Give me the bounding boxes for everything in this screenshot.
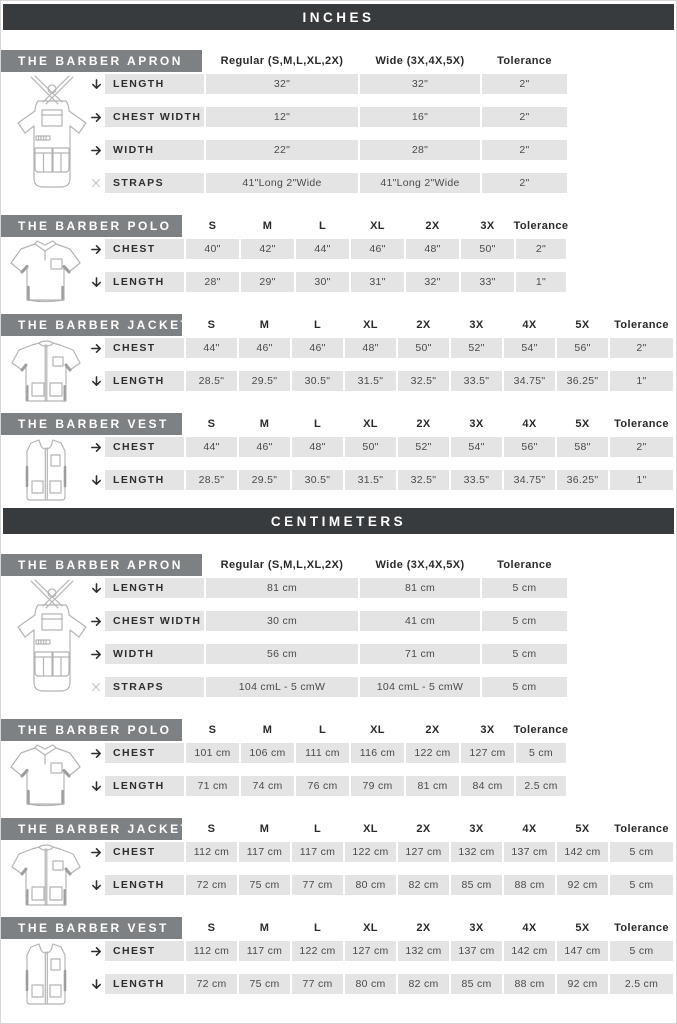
table-row-chest-width [89,107,676,127]
column-header-5x: 5X [575,418,590,430]
column-header-tolerance: Tolerance [497,55,552,67]
cell-value: 101 cm [186,743,239,763]
column-headers [186,719,569,741]
column-header-tolerance: Tolerance [513,220,569,232]
row-label: LENGTH [105,470,184,490]
table-title: THE BARBER JACKET [1,314,182,336]
column-header-2x: 2X [416,823,431,835]
cell-value: 5 cm [482,644,567,664]
cell-value: 122 cm [292,941,343,961]
column-header-l: L [313,823,322,835]
arrow-right-icon [89,941,103,961]
cell-value: 32" [406,272,459,292]
table-header-row [1,917,676,939]
cell-value: 104 cmL - 5 cmW [360,677,480,697]
cell-value: 29.5" [239,371,290,391]
arrow-down-icon [89,470,103,490]
column-header-s: S [207,319,216,331]
cell-value: 28" [186,272,239,292]
row-label: CHEST [105,842,184,862]
cell-value: 56" [557,338,608,358]
cell-value: 50" [345,437,396,457]
cell-value: 77 cm [292,974,343,994]
apron-illustration [9,578,95,696]
column-header-3x: 3X [480,220,495,232]
table-row-length [89,875,676,895]
cell-value: 32" [206,74,358,94]
cell-value: 32.5" [398,371,449,391]
column-header-m: M [262,724,273,736]
column-header-m: M [259,823,270,835]
table-the-barber-polo-inches [1,215,676,292]
table-header-row [1,719,676,741]
arrow-right-icon [89,239,103,259]
table-rows [89,939,676,994]
cell-value: 85 cm [451,974,502,994]
table-header-row [1,314,676,336]
cell-value: 54" [451,437,502,457]
cell-value: 127 cm [461,743,514,763]
table-title: THE BARBER JACKET [1,818,182,840]
cell-value: 5 cm [516,743,566,763]
table-rows [89,741,676,796]
cell-value: 50" [398,338,449,358]
column-header-2x: 2X [416,418,431,430]
arrow-down-icon [89,875,103,895]
cell-value: 81 cm [206,578,358,598]
cell-value: 142 cm [557,842,608,862]
cell-value: 5 cm [610,842,673,862]
column-header-2x: 2X [425,220,440,232]
column-header-l: L [313,319,322,331]
cell-value: 33.5" [451,470,502,490]
cell-value: 30.5" [292,371,343,391]
cell-value: 75 cm [239,974,290,994]
row-label: CHEST [105,239,184,259]
cell-value: 127 cm [345,941,396,961]
table-row-width [89,140,676,160]
column-header-tolerance: Tolerance [614,823,669,835]
cell-value: 122 cm [406,743,459,763]
table-rows [89,72,676,193]
cell-value: 48" [345,338,396,358]
table-header-row [1,50,676,72]
column-header-4x: 4X [522,418,537,430]
table-rows [89,237,676,292]
cell-value: 71 cm [360,644,480,664]
table-row-straps [89,173,676,193]
column-headers [186,917,673,939]
column-header-4x: 4X [522,823,537,835]
column-header-wide-3x-4x-5x-: Wide (3X,4X,5X) [375,559,465,571]
column-header-s: S [207,823,216,835]
column-header-s: S [207,922,216,934]
cell-value: 28.5" [186,371,237,391]
cell-value: 132 cm [451,842,502,862]
row-label: STRAPS [105,677,204,697]
cell-value: 111 cm [296,743,349,763]
table-title: THE BARBER APRON [1,554,202,576]
cell-value: 56" [504,437,555,457]
column-header-regular-s-m-l-xl-2x-: Regular (S,M,L,XL,2X) [220,55,344,67]
column-header-xl: XL [370,724,385,736]
cell-value: 117 cm [292,842,343,862]
cell-value: 36.25" [557,470,608,490]
column-headers [206,554,567,576]
cell-value: 127 cm [398,842,449,862]
cell-value: 2" [516,239,566,259]
cell-value: 112 cm [186,842,237,862]
column-header-2x: 2X [416,319,431,331]
table-row-chest [89,338,676,358]
column-header-4x: 4X [522,922,537,934]
table-row-length [89,371,676,391]
row-label: LENGTH [105,578,204,598]
column-header-xl: XL [363,418,378,430]
cell-value: 5 cm [610,875,673,895]
column-header-3x: 3X [469,418,484,430]
table-row-length [89,272,676,292]
column-header-5x: 5X [575,823,590,835]
cell-value: 72 cm [186,875,237,895]
row-label: CHEST [105,437,184,457]
cell-value: 106 cm [241,743,294,763]
table-the-barber-vest-centimeters [1,917,676,994]
cell-value: 31.5" [345,470,396,490]
column-header-m: M [259,922,270,934]
column-header-4x: 4X [522,319,537,331]
table-header-row [1,818,676,840]
table-row-length [89,74,676,94]
cell-value: 2" [482,140,567,160]
cell-value: 41"Long 2"Wide [206,173,358,193]
cell-value: 84 cm [461,776,514,796]
column-header-5x: 5X [575,922,590,934]
cell-value: 80 cm [345,875,396,895]
row-label: WIDTH [105,140,204,160]
cell-value: 44" [186,437,237,457]
unit-header-centimeters: CENTIMETERS [3,508,674,534]
cell-value: 31" [351,272,404,292]
cell-value: 5 cm [482,578,567,598]
cell-value: 80 cm [345,974,396,994]
column-headers [186,818,673,840]
cell-value: 42" [241,239,294,259]
cell-value: 117 cm [239,941,290,961]
cell-value: 52" [398,437,449,457]
cell-value: 41"Long 2"Wide [360,173,480,193]
table-rows [89,336,676,391]
cell-value: 46" [239,338,290,358]
column-header-s: S [208,220,217,232]
arrow-right-icon [89,842,103,862]
jacket-illustration [9,840,83,912]
row-label: LENGTH [105,74,204,94]
cell-value: 5 cm [482,611,567,631]
cell-value: 104 cmL - 5 cmW [206,677,358,697]
cell-value: 88 cm [504,974,555,994]
column-header-m: M [262,220,273,232]
cell-value: 22" [206,140,358,160]
cell-value: 71 cm [186,776,239,796]
polo-illustration [7,743,85,809]
row-label: CHEST WIDTH [105,107,204,127]
cell-value: 29.5" [239,470,290,490]
jacket-illustration [9,336,83,408]
arrow-down-icon [89,272,103,292]
table-row-length [89,470,676,490]
column-header-2x: 2X [425,724,440,736]
column-header-s: S [207,418,216,430]
table-title: THE BARBER VEST [1,917,182,939]
cell-value: 75 cm [239,875,290,895]
row-label: CHEST [105,338,184,358]
cell-value: 82 cm [398,875,449,895]
row-label: CHEST [105,743,184,763]
apron-illustration [9,74,95,192]
column-header-l: L [318,220,327,232]
column-header-tolerance: Tolerance [497,559,552,571]
cell-value: 88 cm [504,875,555,895]
arrow-down-icon [89,974,103,994]
cell-value: 112 cm [186,941,237,961]
cell-value: 92 cm [557,974,608,994]
column-header-xl: XL [363,823,378,835]
cell-value: 56 cm [206,644,358,664]
vest-illustration [13,437,79,507]
arrow-right-icon [89,743,103,763]
cell-value: 41 cm [360,611,480,631]
cell-value: 32" [360,74,480,94]
cell-value: 147 cm [557,941,608,961]
column-header-2x: 2X [416,922,431,934]
cell-value: 117 cm [239,842,290,862]
column-header-tolerance: Tolerance [614,319,669,331]
cell-value: 52" [451,338,502,358]
cell-value: 34.75" [504,371,555,391]
column-headers [206,50,567,72]
cell-value: 2" [610,437,673,457]
column-headers [186,215,569,237]
column-header-3x: 3X [480,724,495,736]
column-header-tolerance: Tolerance [513,724,569,736]
table-the-barber-polo-centimeters [1,719,676,796]
cell-value: 48" [292,437,343,457]
cell-value: 85 cm [451,875,502,895]
table-row-width [89,644,676,664]
polo-illustration [7,239,85,305]
cell-value: 50" [461,239,514,259]
table-row-length [89,776,676,796]
table-row-length [89,578,676,598]
column-header-xl: XL [363,922,378,934]
cell-value: 28" [360,140,480,160]
column-header-tolerance: Tolerance [614,418,669,430]
table-the-barber-apron-inches [1,50,676,193]
cell-value: 137 cm [504,842,555,862]
cell-value: 76 cm [296,776,349,796]
cell-value: 2" [482,107,567,127]
column-header-m: M [259,418,270,430]
cell-value: 58" [557,437,608,457]
column-header-s: S [208,724,217,736]
cell-value: 5 cm [610,941,673,961]
cell-value: 74 cm [241,776,294,796]
row-label: STRAPS [105,173,204,193]
table-rows [89,840,676,895]
cell-value: 2" [482,173,567,193]
arrow-right-icon [89,437,103,457]
cell-value: 1" [516,272,566,292]
table-rows [89,435,676,490]
table-row-chest [89,743,676,763]
table-row-chest [89,941,676,961]
column-header-3x: 3X [469,823,484,835]
column-header-m: M [259,319,270,331]
cell-value: 77 cm [292,875,343,895]
cell-value: 44" [296,239,349,259]
cell-value: 122 cm [345,842,396,862]
unit-header-inches: INCHES [3,4,674,30]
table-the-barber-jacket-centimeters [1,818,676,895]
arrow-down-icon [89,371,103,391]
table-header-row [1,554,676,576]
row-label: LENGTH [105,875,184,895]
column-headers [186,314,673,336]
column-header-tolerance: Tolerance [614,922,669,934]
table-the-barber-apron-centimeters [1,554,676,697]
row-label: CHEST WIDTH [105,611,204,631]
cell-value: 5 cm [482,677,567,697]
table-row-straps [89,677,676,697]
row-label: CHEST [105,941,184,961]
column-header-l: L [313,922,322,934]
cell-value: 2" [610,338,673,358]
column-header-l: L [313,418,322,430]
cell-value: 116 cm [351,743,404,763]
column-header-wide-3x-4x-5x-: Wide (3X,4X,5X) [375,55,465,67]
cell-value: 2.5 cm [516,776,566,796]
cell-value: 12" [206,107,358,127]
cell-value: 2.5 cm [610,974,673,994]
cell-value: 40" [186,239,239,259]
table-row-chest [89,437,676,457]
column-header-l: L [318,724,327,736]
cell-value: 1" [610,470,673,490]
cell-value: 48" [406,239,459,259]
table-the-barber-vest-inches [1,413,676,490]
row-label: LENGTH [105,776,184,796]
arrow-right-icon [89,338,103,358]
cell-value: 30.5" [292,470,343,490]
cell-value: 81 cm [360,578,480,598]
column-header-xl: XL [363,319,378,331]
table-row-chest [89,842,676,862]
cell-value: 142 cm [504,941,555,961]
cell-value: 46" [292,338,343,358]
table-header-row [1,215,676,237]
column-headers [186,413,673,435]
cell-value: 81 cm [406,776,459,796]
cell-value: 132 cm [398,941,449,961]
table-row-chest [89,239,676,259]
column-header-3x: 3X [469,922,484,934]
table-the-barber-jacket-inches [1,314,676,391]
cell-value: 36.25" [557,371,608,391]
table-title: THE BARBER APRON [1,50,202,72]
cell-value: 30 cm [206,611,358,631]
table-row-chest-width [89,611,676,631]
cell-value: 28.5" [186,470,237,490]
cell-value: 44" [186,338,237,358]
cell-value: 46" [351,239,404,259]
row-label: WIDTH [105,644,204,664]
vest-illustration [13,941,79,1011]
row-label: LENGTH [105,371,184,391]
table-rows [89,576,676,697]
table-title: THE BARBER POLO [1,215,182,237]
table-title: THE BARBER VEST [1,413,182,435]
column-header-5x: 5X [575,319,590,331]
row-label: LENGTH [105,974,184,994]
arrow-down-icon [89,776,103,796]
table-row-length [89,974,676,994]
cell-value: 16" [360,107,480,127]
cell-value: 32.5" [398,470,449,490]
column-header-xl: XL [370,220,385,232]
cell-value: 46" [239,437,290,457]
table-title: THE BARBER POLO [1,719,182,741]
column-header-3x: 3X [469,319,484,331]
column-header-regular-s-m-l-xl-2x-: Regular (S,M,L,XL,2X) [220,559,344,571]
cell-value: 29" [241,272,294,292]
cell-value: 34.75" [504,470,555,490]
row-label: LENGTH [105,272,184,292]
cell-value: 92 cm [557,875,608,895]
table-header-row [1,413,676,435]
cell-value: 2" [482,74,567,94]
cell-value: 54" [504,338,555,358]
cell-value: 31.5" [345,371,396,391]
cell-value: 33.5" [451,371,502,391]
cell-value: 30" [296,272,349,292]
cell-value: 82 cm [398,974,449,994]
cell-value: 33" [461,272,514,292]
cell-value: 137 cm [451,941,502,961]
cell-value: 1" [610,371,673,391]
cell-value: 79 cm [351,776,404,796]
cell-value: 72 cm [186,974,237,994]
